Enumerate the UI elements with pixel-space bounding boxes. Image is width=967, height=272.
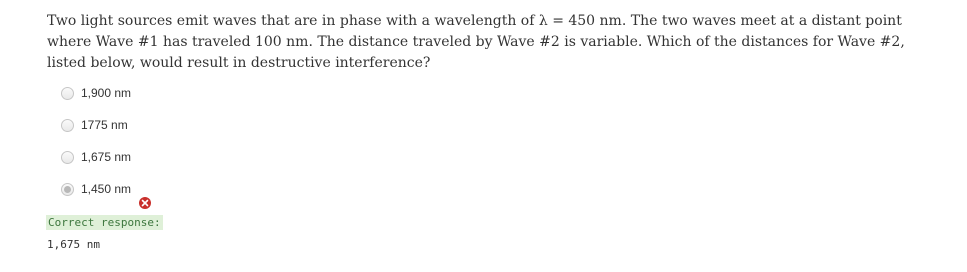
option-1900-nm[interactable]: [61, 84, 131, 116]
question-text: Two light sources emit waves that are in phase with a wavelength of λ = 450 nm. The two waves meet at a distant point where Wave #1 has traveled 100 nm. The distance traveled by Wave #2 is variable. Which of the distances for Wave #2, listed below, would result in destructive interference?: [47, 13, 905, 71]
option-label: 1,900 nm: [81, 86, 132, 100]
x-mark-icon: [141, 199, 149, 207]
option-1675-nm[interactable]: [61, 148, 131, 180]
radio-button[interactable]: [61, 151, 74, 164]
correct-response-value: 1,675 nm: [47, 238, 100, 251]
radio-button[interactable]: [61, 87, 74, 100]
wrong-x-icon: [139, 197, 151, 209]
option-1775-nm[interactable]: [61, 116, 131, 148]
option-1450-nm[interactable]: [61, 180, 131, 212]
answer-options: [61, 84, 131, 212]
option-label: 1,450 nm: [81, 182, 132, 196]
radio-button-selected[interactable]: [61, 183, 74, 196]
correct-response-label: Correct response:: [48, 216, 161, 229]
option-label: 1,675 nm: [81, 150, 132, 164]
option-label: 1775 nm: [81, 118, 128, 132]
radio-button[interactable]: [61, 119, 74, 132]
